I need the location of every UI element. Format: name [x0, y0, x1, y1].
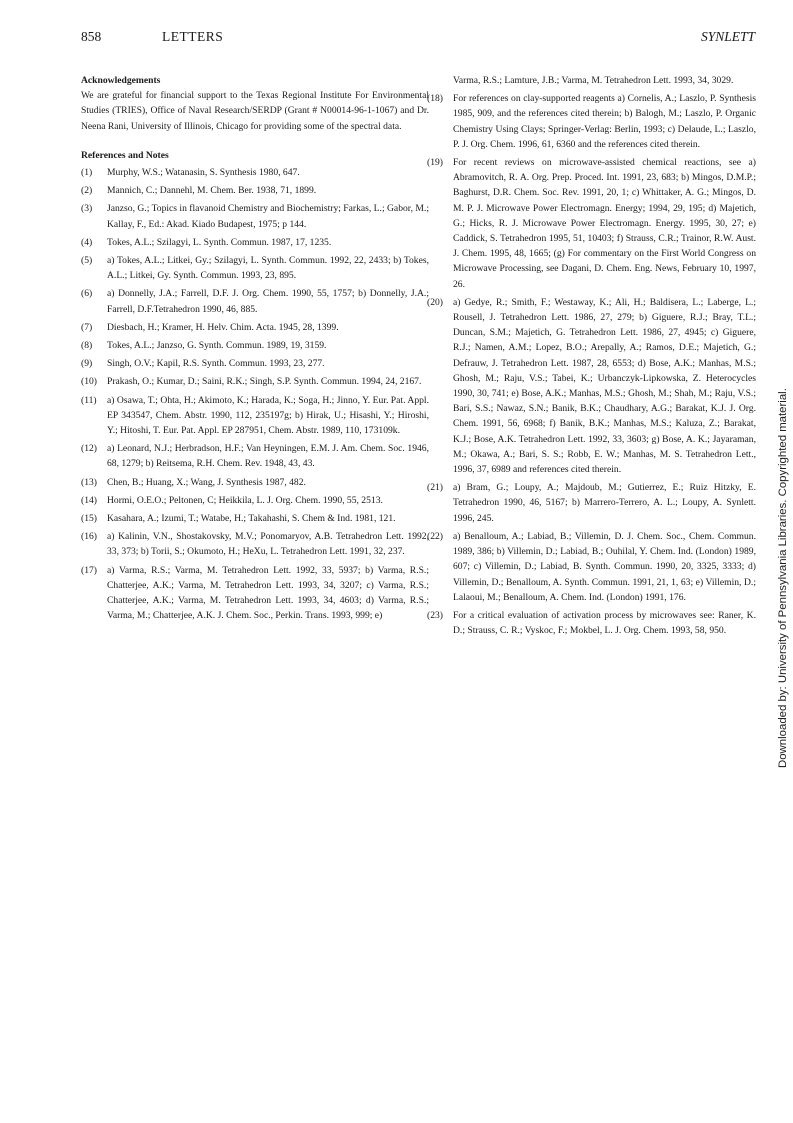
reference-item [81, 320, 429, 335]
reference-text: For a critical evaluation of activation process by microwaves see: Raner, K. D.; Strauss, C. R.; Vyskoc, F.; Mokbel, L. J. Org. Chem. 1993, 58, 950. [453, 609, 756, 637]
reference-text: a) Tokes, A.L.; Litkei, Gy.; Szilagyi, L. Synth. Commun. 1992, 22, 2433; b) Tokes, A.L.; Litkei, Gy. Synth. Commun. 1993, 23, 895. [107, 255, 429, 282]
right-column [427, 73, 756, 641]
reference-number: (17) [81, 564, 97, 576]
reference-text: Mannich, C.; Dannehl, M. Chem. Ber. 1938, 71, 1899. [107, 185, 317, 197]
reference-item [427, 480, 756, 526]
reference-item [81, 511, 429, 526]
reference-number: (10) [81, 376, 97, 388]
reference-item [427, 155, 756, 292]
reference-number: (4) [81, 236, 93, 248]
reference-number: (21) [427, 482, 443, 494]
reference-number: (18) [427, 93, 443, 105]
reference-item [81, 235, 429, 250]
reference-number: (14) [81, 494, 97, 506]
reference-text: a) Gedye, R.; Smith, F.; Westaway, K.; Ali, H.; Baldisera, L.; Laberge, L.; Rousell, J. Tetrahedron Lett. 1986, 27, 279; b) Giguere, R.J.; Bray, T.L.; Duncan, S.M.; Majetich, G. Tetrahedron Lett. 1986, 27, 4945; c) Giguere, R.J.; Namen, A.M.; Lopez, B.O.; Arepally, A.; Ramos, D.E.; Majetich, G.; Defrauw, J. Tetrahedron Lett. 1987, 28, 6553; d) Bose, A.K.; Manhas, M.S.; Ghosh, M.; Raju, V.S.; Tabei, K.; Urbanczyk-Lipkowska, Z. Heterocycles 1990, 30, 741; e) Bose, A.K.; Manhas, M.S.; Ghosh, M.; Shah, M.; Raju, V.S.; Bari, S.S.; Nawaz, S.N.; Banik, B.K.; Chaudhary, A.G.; Barakat, K.J. J. Org. Chem. 1991, 56, 6968; f) Banik, B.K.; Manhas, M.S.; Kaluza, Z.; Barakat, K.J.; Bose, A.K. Tetrahedron Lett. 1992, 33, 3603; g) Bose, A. K.; Jayaraman, M.; Okawa, A.; Bari, S. S.; Robb, E. W.; Manhas, M. S. Tetrahedron Lett., 1996, 37, 6989 and references cited therein. [453, 296, 756, 476]
reference-text: Diesbach, H.; Kramer, H. Helv. Chim. Acta. 1945, 28, 1399. [107, 321, 339, 333]
reference-number: (6) [81, 288, 93, 300]
reference-item [81, 253, 429, 283]
reference-item [81, 563, 429, 624]
reference-item [427, 529, 756, 605]
acknowledgements-heading: Acknowledgements [81, 75, 161, 86]
reference-number: (2) [81, 185, 93, 197]
reference-number: (20) [427, 296, 443, 308]
reference-text: Hormi, O.E.O.; Peltonen, C; Heikkila, L. J. Org. Chem. 1990, 55, 2513. [107, 494, 383, 506]
reference-text: a) Osawa, T.; Ohta, H.; Akimoto, K.; Harada, K.; Soga, H.; Jinno, Y. Eur. Pat. Appl. EP 343547, Chem. Abstr. 1990, 112, 235197g; b) Hirak, U.; Hisashi, Y.; Hiroshi, Y.; Hitoshi, T. Eur. Pat. Appl. EP 287951, Chem. Abstr. 1989, 110, 173109k. [107, 394, 429, 437]
reference-item [81, 493, 429, 508]
download-watermark: Downloaded by: University of Pennsylvania Libraries. Copyrighted material. [777, 388, 789, 768]
reference-text: For references on clay-supported reagents a) Cornelis, A.; Laszlo, P. Synthesis 1985, 909, and the references cited therein; b) Balogh, M.; Laszlo, P. Organic Chemistry Using Clays; Springer-Verlag: Berlin, 1993; c) Delaude, L.; Laszlo, P. J. Org. Chem. 1996, 61, 6360 and the references cited therein. [453, 93, 756, 150]
reference-item [81, 529, 429, 559]
reference-item [427, 608, 756, 638]
reference-number: (1) [81, 167, 93, 179]
left-column [81, 73, 429, 627]
reference-item [81, 374, 429, 389]
reference-number: (11) [81, 394, 97, 406]
reference-number: (15) [81, 513, 97, 525]
reference-continuation [427, 73, 756, 88]
references-list-left [81, 165, 429, 623]
references-list-right [427, 91, 756, 638]
reference-number: (19) [427, 157, 443, 169]
reference-number: (5) [81, 255, 93, 267]
reference-text: a) Kalinin, V.N., Shostakovsky, M.V.; Ponomaryov, A.B. Tetrahedron Lett. 1992, 33, 373; b) Torii, S.; Okumoto, H.; HeXu, L. Tetrahedron Lett. 1991, 32, 237. [107, 531, 429, 558]
reference-item [81, 356, 429, 371]
reference-number: (8) [81, 340, 93, 352]
reference-number: (7) [81, 321, 93, 333]
reference-text: a) Bram, G.; Loupy, A.; Majdoub, M.; Gutierrez, E.; Ruiz Hitzky, E. Tetrahedron 1990, 46, 5167; b) Marrero-Terrero, A. L.; Loupy, A. Synlett. 1996, 245. [453, 482, 756, 524]
reference-item [427, 295, 756, 477]
reference-item [81, 475, 429, 490]
reference-text: a) Benalloum, A.; Labiad, B.; Villemin, D. J. Chem. Soc., Chem. Commun. 1989, 386; b) Villemin, D.; Labiad, B.; Ouhilal, Y. Chem. Ind. (London) 1989, 607; c) Villemin, D.; Labiad, B. Synth. Commun. 1990, 20, 3325, 3333; d) Villemin, D.; Benalloum, A. Synth. Commun. 1991, 21, 1, 63; e) Villemin, D.; Lalaoui, M.; Benalloum, A. Chem. Ind. (London) 1991, 176. [453, 530, 756, 603]
reference-text: a) Varma, R.S.; Varma, M. Tetrahedron Lett. 1992, 33, 5937; b) Varma, R.S.; Chatterjee, A.K.; Varma, M. Tetrahedron Lett. 1993, 34, 3207; c) Varma, R.S.; Chatterjee, A.K.; Varma, M. Tetrahedron Lett. 1993, 34, 4603; d) Varma, R.S.; Varma, M.; Chatterjee, A.K. J. Chem. Soc., Perkin. Trans. 1993, 999; e) [107, 564, 429, 622]
reference-number: (23) [427, 609, 443, 621]
reference-item [427, 91, 756, 152]
reference-number: (9) [81, 358, 93, 370]
reference-number: (12) [81, 443, 97, 455]
reference-number: (22) [427, 530, 443, 542]
page-number: 858 [81, 29, 102, 44]
reference-text: a) Donnelly, J.A.; Farrell, D.F. J. Org. Chem. 1990, 55, 1757; b) Donnelly, J.A.; Farrell, D.F.Tetrahedron 1990, 46, 885. [107, 288, 429, 315]
reference-item [81, 165, 429, 180]
journal-name: SYNLETT [700, 29, 755, 44]
reference-text: Tokes, A.L.; Janzso, G. Synth. Commun. 1989, 19, 3159. [107, 340, 327, 352]
reference-text: Prakash, O.; Kumar, D.; Saini, R.K.; Singh, S.P. Synth. Commun. 1994, 24, 2167. [107, 376, 422, 388]
reference-text: Kasahara, A.; Izumi, T.; Watabe, H.; Takahashi, S. Chem & Ind. 1981, 121. [107, 513, 396, 525]
reference-text: a) Leonard, N.J.; Herbradson, H.F.; Van Heyningen, E.M. J. Am. Chem. Soc. 1946, 68, 1279; b) Reitsema, R.H. Chem. Rev. 1948, 43, 43. [107, 443, 429, 470]
reference-text: Murphy, W.S.; Watanasin, S. Synthesis 1980, 647. [107, 167, 300, 179]
reference-item [81, 441, 429, 471]
reference-text: Janzso, G.; Topics in flavanoid Chemistry and Biochemistry; Farkas, L.; Gabor, M.; Kallay, F., Ed.: Akad. Kiado Budapest, 1975; p 144. [107, 203, 429, 230]
reference-text: Tokes, A.L.; Szilagyi, L. Synth. Commun. 1987, 17, 1235. [107, 236, 332, 248]
reference-number: (13) [81, 476, 97, 488]
section-title: LETTERS [162, 29, 224, 44]
reference-text: Chen, B.; Huang, X.; Wang, J. Synthesis 1987, 482. [107, 476, 306, 488]
reference-text: Singh, O.V.; Kapil, R.S. Synth. Commun. 1993, 23, 277. [107, 358, 325, 370]
reference-text: For recent reviews on microwave-assisted chemical reactions, see a) Abramovitch, R. A. Org. Prep. Proced. Int. 1991, 23, 683; b) Mingos, D.M.P.; Baghurst, D.R. Chem. Soc. Rev. 1991, 20, 1; c) Whittaker, A. G.; Mingos, D. M. P. J. Microwave Power Electromagn. Energy; 1994, 29, 195; d) Majetich, G.; Hicks, R. J. Microwave Power Electromagn. Energy. 1995, 30, 27; e) Caddick, S. Tetrahedron 1995, 51, 10403; f) Strauss, C.R.; Trainor, R.W. Aust. J. Chem. 1995, 48, 1665; (g) For commentary on the First World Congress on Microwave Processing, see Dagani, D. Chem. Eng. News, February 10, 1997, 26. [453, 157, 756, 290]
reference-number: (3) [81, 203, 93, 215]
reference-item [81, 201, 429, 231]
reference-item [81, 183, 429, 198]
reference-number: (16) [81, 531, 97, 543]
reference-text: Varma, R.S.; Lamture, J.B.; Varma, M. Tetrahedron Lett. 1993, 34, 3029. [453, 75, 734, 86]
reference-item [81, 393, 429, 439]
reference-item [81, 286, 429, 316]
reference-item [81, 338, 429, 353]
references-heading: References and Notes [81, 149, 169, 161]
acknowledgements-text: We are grateful for financial support to the Texas Regional Institute For Environmental Studies (TRIES), Office of Naval Research/SERDP (Grant # N00014-96-1-1067) and Dr. Neena Rani, University of Illinois, Chicago for providing some of the spectral data. [81, 90, 429, 132]
